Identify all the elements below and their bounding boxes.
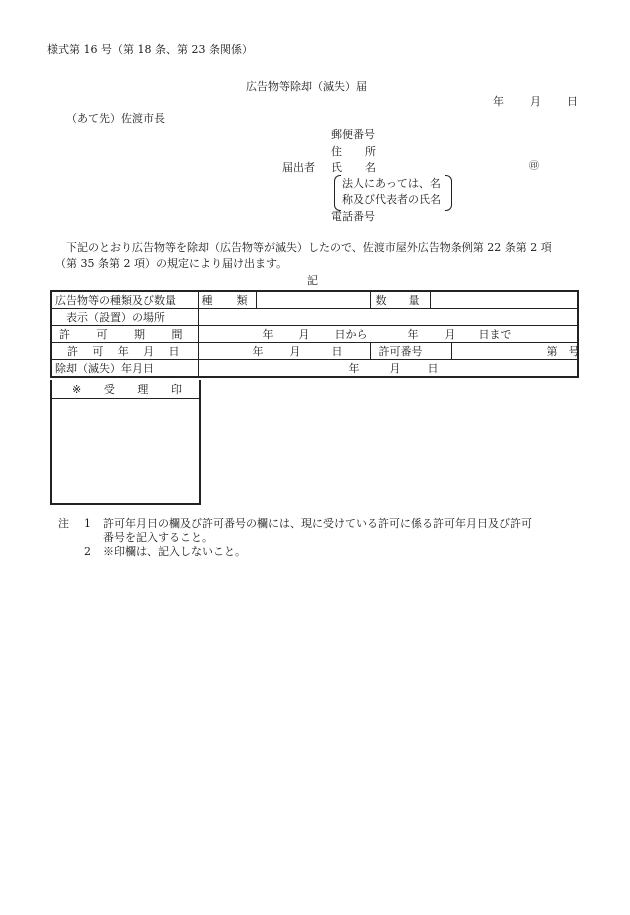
corporate-note-bracket: [334, 175, 452, 209]
permit-date-char: 月: [143, 344, 155, 358]
table-row: [51, 326, 578, 343]
postal-code-label: 郵便番号: [331, 128, 375, 141]
permit-date-char: 日: [168, 344, 180, 358]
note2-text: ※印欄は、記入しないこと。: [103, 545, 246, 558]
applicant-label: 届出者: [282, 161, 315, 174]
body-text-line2: （第 35 条第 2 項）の規定により届け出ます。: [55, 257, 288, 270]
permit-number-field[interactable]: [451, 343, 578, 360]
name-label-char: 名: [365, 161, 376, 174]
addressee: （あて先）佐渡市長: [66, 112, 165, 125]
stamp-label-char: 印: [171, 383, 182, 396]
permit-date-char: 許: [67, 344, 78, 358]
quantity-label-char: 量: [408, 293, 420, 307]
notification-table: [50, 290, 579, 378]
ki-heading: 記: [307, 274, 318, 287]
stamp-label-char: ※: [72, 383, 82, 396]
stamp-divider: [52, 398, 199, 399]
address-label-char: 所: [365, 145, 376, 158]
permit-date-day: 日: [331, 345, 343, 358]
permit-date-field[interactable]: [198, 343, 370, 360]
receipt-stamp-label: [52, 380, 199, 395]
permit-period-label: [51, 326, 198, 343]
period-to-month: 月: [444, 328, 456, 341]
permit-period-char: 許: [59, 327, 70, 341]
quantity-label-char: 数: [375, 293, 387, 307]
period-to-year: 年: [407, 328, 419, 341]
type-label: [198, 291, 256, 309]
location-label-text: 表示（設置）の場所: [66, 310, 165, 324]
phone-label: 電話番号: [331, 210, 375, 223]
period-from-month: 月: [298, 328, 310, 341]
document-title: 広告物等除却（滅失）届: [246, 80, 367, 93]
period-from-year: 年: [262, 328, 274, 341]
permit-date-year: 年: [252, 345, 264, 358]
permit-number-dai: 第: [546, 345, 558, 358]
permit-date-char: 年: [117, 344, 129, 358]
permit-period-char: 可: [96, 327, 108, 341]
permit-period-field[interactable]: [198, 326, 578, 343]
permit-date-char: 可: [92, 344, 104, 358]
quantity-value-field[interactable]: [430, 291, 578, 309]
permit-period-char: 期: [134, 327, 145, 341]
period-to-day: 日まで: [478, 328, 512, 341]
receipt-stamp-box: [50, 380, 201, 505]
note1-number: 1: [84, 517, 91, 530]
name-label-char: 氏: [331, 161, 342, 174]
bracket-left: [334, 175, 341, 211]
table-row: [51, 360, 578, 378]
permit-date-month: 月: [289, 345, 301, 358]
seal-mark: ㊞: [529, 161, 539, 172]
removal-date-field[interactable]: [198, 360, 578, 378]
table-row: [51, 343, 578, 360]
kind-quantity-label: 広告物等の種類及び数量: [51, 291, 198, 309]
location-label: [51, 309, 198, 326]
table-row: [51, 291, 578, 309]
corporate-note-line1: 法人にあっては、名: [342, 177, 441, 190]
note1-line2: 番号を記入すること。: [103, 531, 213, 544]
permit-number-label: 許可番号: [370, 343, 451, 360]
date-year-label: 年: [493, 95, 504, 108]
removal-date-label: 除却（滅失）年月日: [51, 360, 198, 378]
permit-date-label: [51, 343, 198, 360]
address-label: [331, 146, 376, 157]
bracket-right: [445, 175, 452, 211]
name-label: [331, 162, 376, 173]
type-label-char: 類: [236, 293, 248, 307]
date-day-label: 日: [567, 95, 578, 108]
corporate-note-line2: 称及び代表者の氏名: [342, 193, 441, 206]
note1-line1: 許可年月日の欄及び許可番号の欄には、現に受けている許可に係る許可年月日及び許可: [103, 517, 532, 530]
type-value-field[interactable]: [256, 291, 370, 309]
location-value-field[interactable]: [198, 309, 578, 326]
permit-number-go: 号: [568, 345, 580, 358]
permit-period-char: 間: [171, 327, 183, 341]
form-number: 様式第 16 号（第 18 条、第 23 条関係）: [47, 43, 253, 56]
period-from-day: 日から: [334, 328, 368, 341]
date-month-label: 月: [530, 95, 541, 108]
note2-number: 2: [84, 545, 91, 558]
notes-prefix: 注: [58, 517, 69, 530]
stamp-label-char: 受: [103, 383, 115, 396]
type-label-char: 種: [201, 293, 213, 307]
removal-date-month: 月: [389, 362, 401, 375]
address-label-char: 住: [331, 145, 342, 158]
removal-date-day: 日: [427, 362, 439, 375]
body-text-line1: 下記のとおり広告物等を除却（広告物等が滅失）したので、佐渡市屋外広告物条例第 22 条第 2 項: [66, 241, 552, 254]
quantity-label: [370, 291, 430, 309]
stamp-label-char: 理: [137, 383, 149, 396]
removal-date-year: 年: [348, 362, 360, 375]
table-row: [51, 309, 578, 326]
